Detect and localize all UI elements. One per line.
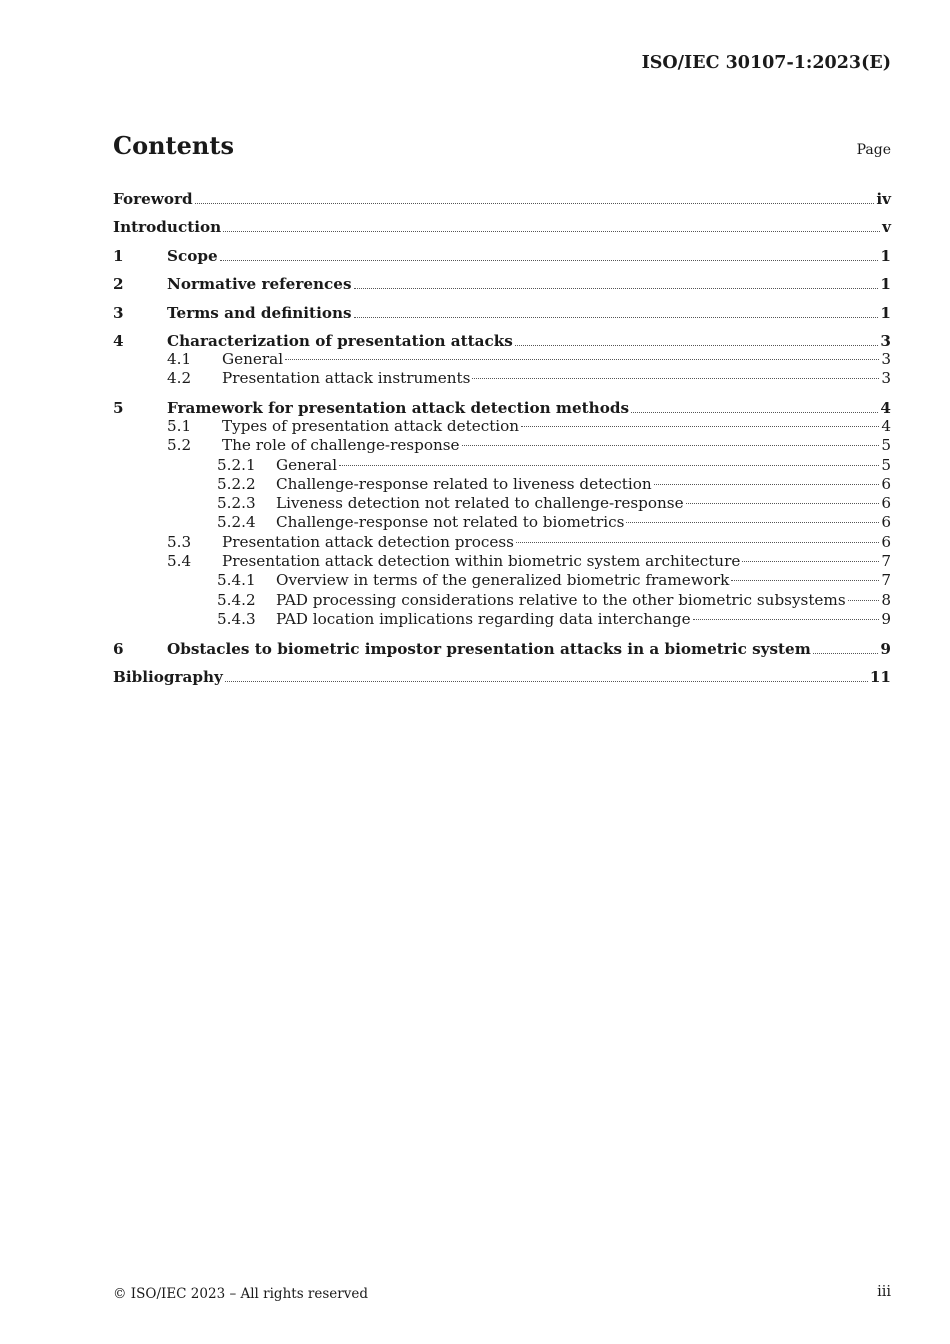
toc-dot-leader bbox=[654, 484, 880, 485]
toc-entry-title[interactable]: Presentation attack instruments bbox=[222, 369, 471, 388]
toc-entry-number: 5.2.3 bbox=[217, 494, 256, 513]
toc-entry[interactable] bbox=[113, 571, 891, 590]
toc-dot-leader bbox=[631, 412, 878, 413]
toc-entry[interactable] bbox=[113, 475, 891, 494]
toc-entry-title[interactable]: Types of presentation attack detection bbox=[222, 416, 520, 435]
toc-dot-leader bbox=[285, 359, 879, 360]
toc-entry-title[interactable]: Liveness detection not related to challenge-response bbox=[276, 494, 684, 513]
toc-entry-page[interactable]: 7 bbox=[881, 552, 891, 571]
toc-entry[interactable] bbox=[113, 436, 891, 455]
toc-entry[interactable] bbox=[113, 552, 891, 571]
page-number-footer: iii bbox=[877, 1284, 891, 1300]
toc-entry-page[interactable]: 1 bbox=[880, 303, 891, 322]
toc-dot-leader bbox=[462, 445, 880, 446]
toc-dot-leader bbox=[848, 600, 880, 601]
toc-entry-title[interactable]: General bbox=[276, 455, 338, 474]
toc-entry-title[interactable]: Terms and definitions bbox=[167, 303, 352, 322]
toc-entry-number: 4.2 bbox=[167, 369, 192, 388]
toc-entry-page[interactable]: 3 bbox=[880, 331, 891, 350]
toc-entry[interactable] bbox=[113, 236, 891, 264]
toc-entry-number: 6 bbox=[113, 639, 124, 658]
toc-entry-page[interactable]: 5 bbox=[881, 455, 891, 474]
toc-entry-number: 4.1 bbox=[167, 349, 192, 368]
toc-entry[interactable] bbox=[113, 293, 891, 321]
toc-dot-leader bbox=[521, 426, 879, 427]
toc-entry-title[interactable]: Challenge-response related to liveness detection bbox=[276, 474, 652, 493]
toc-entry[interactable] bbox=[113, 389, 891, 417]
toc-entry-page[interactable]: 9 bbox=[881, 609, 891, 628]
toc-entry-page[interactable]: 4 bbox=[880, 398, 891, 417]
toc-entry-number: 5.2.2 bbox=[217, 474, 256, 493]
toc-entry[interactable] bbox=[113, 456, 891, 475]
toc-entry-page[interactable]: 6 bbox=[881, 474, 891, 493]
toc-dot-leader bbox=[354, 317, 879, 318]
toc-entry-number: 5.4 bbox=[167, 552, 192, 571]
toc-entry-title[interactable]: PAD processing considerations relative to the other biometric subsystems bbox=[276, 590, 846, 609]
toc-entry[interactable] bbox=[113, 417, 891, 436]
toc-entry[interactable] bbox=[113, 658, 891, 686]
toc-entry-title[interactable]: Introduction bbox=[113, 218, 222, 237]
toc-entry-page[interactable]: iv bbox=[876, 190, 891, 208]
toc-entry-page[interactable]: 9 bbox=[880, 639, 891, 658]
toc-entry-number: 5.2.1 bbox=[217, 455, 256, 474]
toc-entry-title[interactable]: The role of challenge-response bbox=[222, 436, 460, 455]
toc-entry[interactable] bbox=[113, 591, 891, 610]
toc-dot-leader bbox=[515, 345, 879, 346]
toc-entry-page[interactable]: 4 bbox=[881, 416, 891, 435]
toc-entry-page[interactable]: 3 bbox=[881, 369, 891, 388]
toc-entry[interactable] bbox=[113, 350, 891, 369]
toc-dot-leader bbox=[626, 522, 879, 523]
toc-entry-page[interactable]: 7 bbox=[881, 571, 891, 590]
toc-dot-leader bbox=[472, 378, 879, 379]
toc-entry-number: 4 bbox=[113, 331, 124, 350]
toc-entry-title[interactable]: Characterization of presentation attacks bbox=[167, 331, 513, 350]
toc-entry-title[interactable]: Scope bbox=[167, 246, 218, 265]
toc-entry[interactable] bbox=[113, 513, 891, 532]
toc-entry-title[interactable]: Normative references bbox=[167, 275, 352, 294]
toc-entry-number: 5.4.1 bbox=[217, 571, 256, 590]
toc-dot-leader bbox=[354, 288, 879, 289]
toc-entry-page[interactable]: 6 bbox=[881, 513, 891, 532]
toc-dot-leader bbox=[731, 580, 879, 581]
toc-entry-page[interactable]: 6 bbox=[881, 532, 891, 551]
toc-entry-page[interactable]: 6 bbox=[881, 494, 891, 513]
toc-entry[interactable] bbox=[113, 494, 891, 513]
toc-dot-leader bbox=[686, 503, 880, 504]
toc-dot-leader bbox=[223, 231, 880, 232]
toc-dot-leader bbox=[195, 203, 875, 204]
toc-entry-number: 5.2 bbox=[167, 436, 192, 455]
toc-entry[interactable] bbox=[113, 610, 891, 629]
toc-dot-leader bbox=[813, 653, 879, 654]
document-id-header: ISO/IEC 30107-1:2023(E) bbox=[641, 53, 891, 73]
toc-entry-title[interactable]: PAD location implications regarding data interchange bbox=[276, 609, 691, 628]
table-of-contents bbox=[113, 184, 891, 686]
toc-entry[interactable] bbox=[113, 322, 891, 350]
toc-dot-leader bbox=[516, 542, 879, 543]
toc-entry-page[interactable]: 1 bbox=[880, 246, 891, 265]
toc-entry-page[interactable]: 8 bbox=[881, 590, 891, 609]
page-column-label: Page bbox=[856, 142, 891, 158]
toc-entry-title[interactable]: Bibliography bbox=[113, 667, 223, 686]
toc-dot-leader bbox=[693, 619, 880, 620]
page-title: Contents bbox=[113, 131, 234, 160]
toc-entry-page[interactable]: 11 bbox=[869, 667, 891, 686]
toc-entry-number: 5.1 bbox=[167, 416, 192, 435]
toc-entry-title[interactable]: Overview in terms of the generalized biometric framework bbox=[276, 571, 730, 590]
toc-entry[interactable] bbox=[113, 629, 891, 657]
toc-entry-title[interactable]: Foreword bbox=[113, 190, 193, 208]
toc-entry[interactable] bbox=[113, 184, 891, 208]
toc-dot-leader bbox=[225, 681, 868, 682]
toc-entry-number: 5.3 bbox=[167, 532, 192, 551]
toc-entry-number: 5.4.2 bbox=[217, 590, 256, 609]
toc-entry-title[interactable]: Challenge-response not related to biometrics bbox=[276, 513, 625, 532]
toc-entry-number: 5.4.3 bbox=[217, 609, 256, 628]
toc-entry-number: 1 bbox=[113, 246, 124, 265]
toc-entry-title[interactable]: Presentation attack detection process bbox=[222, 532, 514, 551]
toc-entry-title[interactable]: General bbox=[222, 349, 284, 368]
toc-entry-title[interactable]: Framework for presentation attack detection methods bbox=[167, 398, 630, 417]
toc-entry-title[interactable]: Presentation attack detection within biometric system architecture bbox=[222, 552, 741, 571]
toc-entry-page[interactable]: v bbox=[882, 218, 891, 237]
toc-entry-page[interactable]: 1 bbox=[880, 275, 891, 294]
toc-dot-leader bbox=[742, 561, 879, 562]
toc-entry[interactable] bbox=[113, 208, 891, 236]
toc-entry-number: 5 bbox=[113, 398, 124, 417]
copyright-footer: © ISO/IEC 2023 – All rights reserved bbox=[113, 1286, 368, 1302]
toc-dot-leader bbox=[339, 465, 879, 466]
toc-entry[interactable] bbox=[113, 369, 891, 388]
toc-entry-number: 2 bbox=[113, 275, 124, 294]
toc-entry[interactable] bbox=[113, 533, 891, 552]
toc-entry-number: 3 bbox=[113, 303, 124, 322]
toc-entry-title[interactable]: Obstacles to biometric impostor presentation attacks in a biometric system bbox=[167, 639, 811, 658]
toc-dot-leader bbox=[220, 260, 879, 261]
toc-entry-page[interactable]: 5 bbox=[881, 436, 891, 455]
toc-entry-page[interactable]: 3 bbox=[881, 349, 891, 368]
toc-entry-number: 5.2.4 bbox=[217, 513, 256, 532]
toc-entry[interactable] bbox=[113, 265, 891, 293]
